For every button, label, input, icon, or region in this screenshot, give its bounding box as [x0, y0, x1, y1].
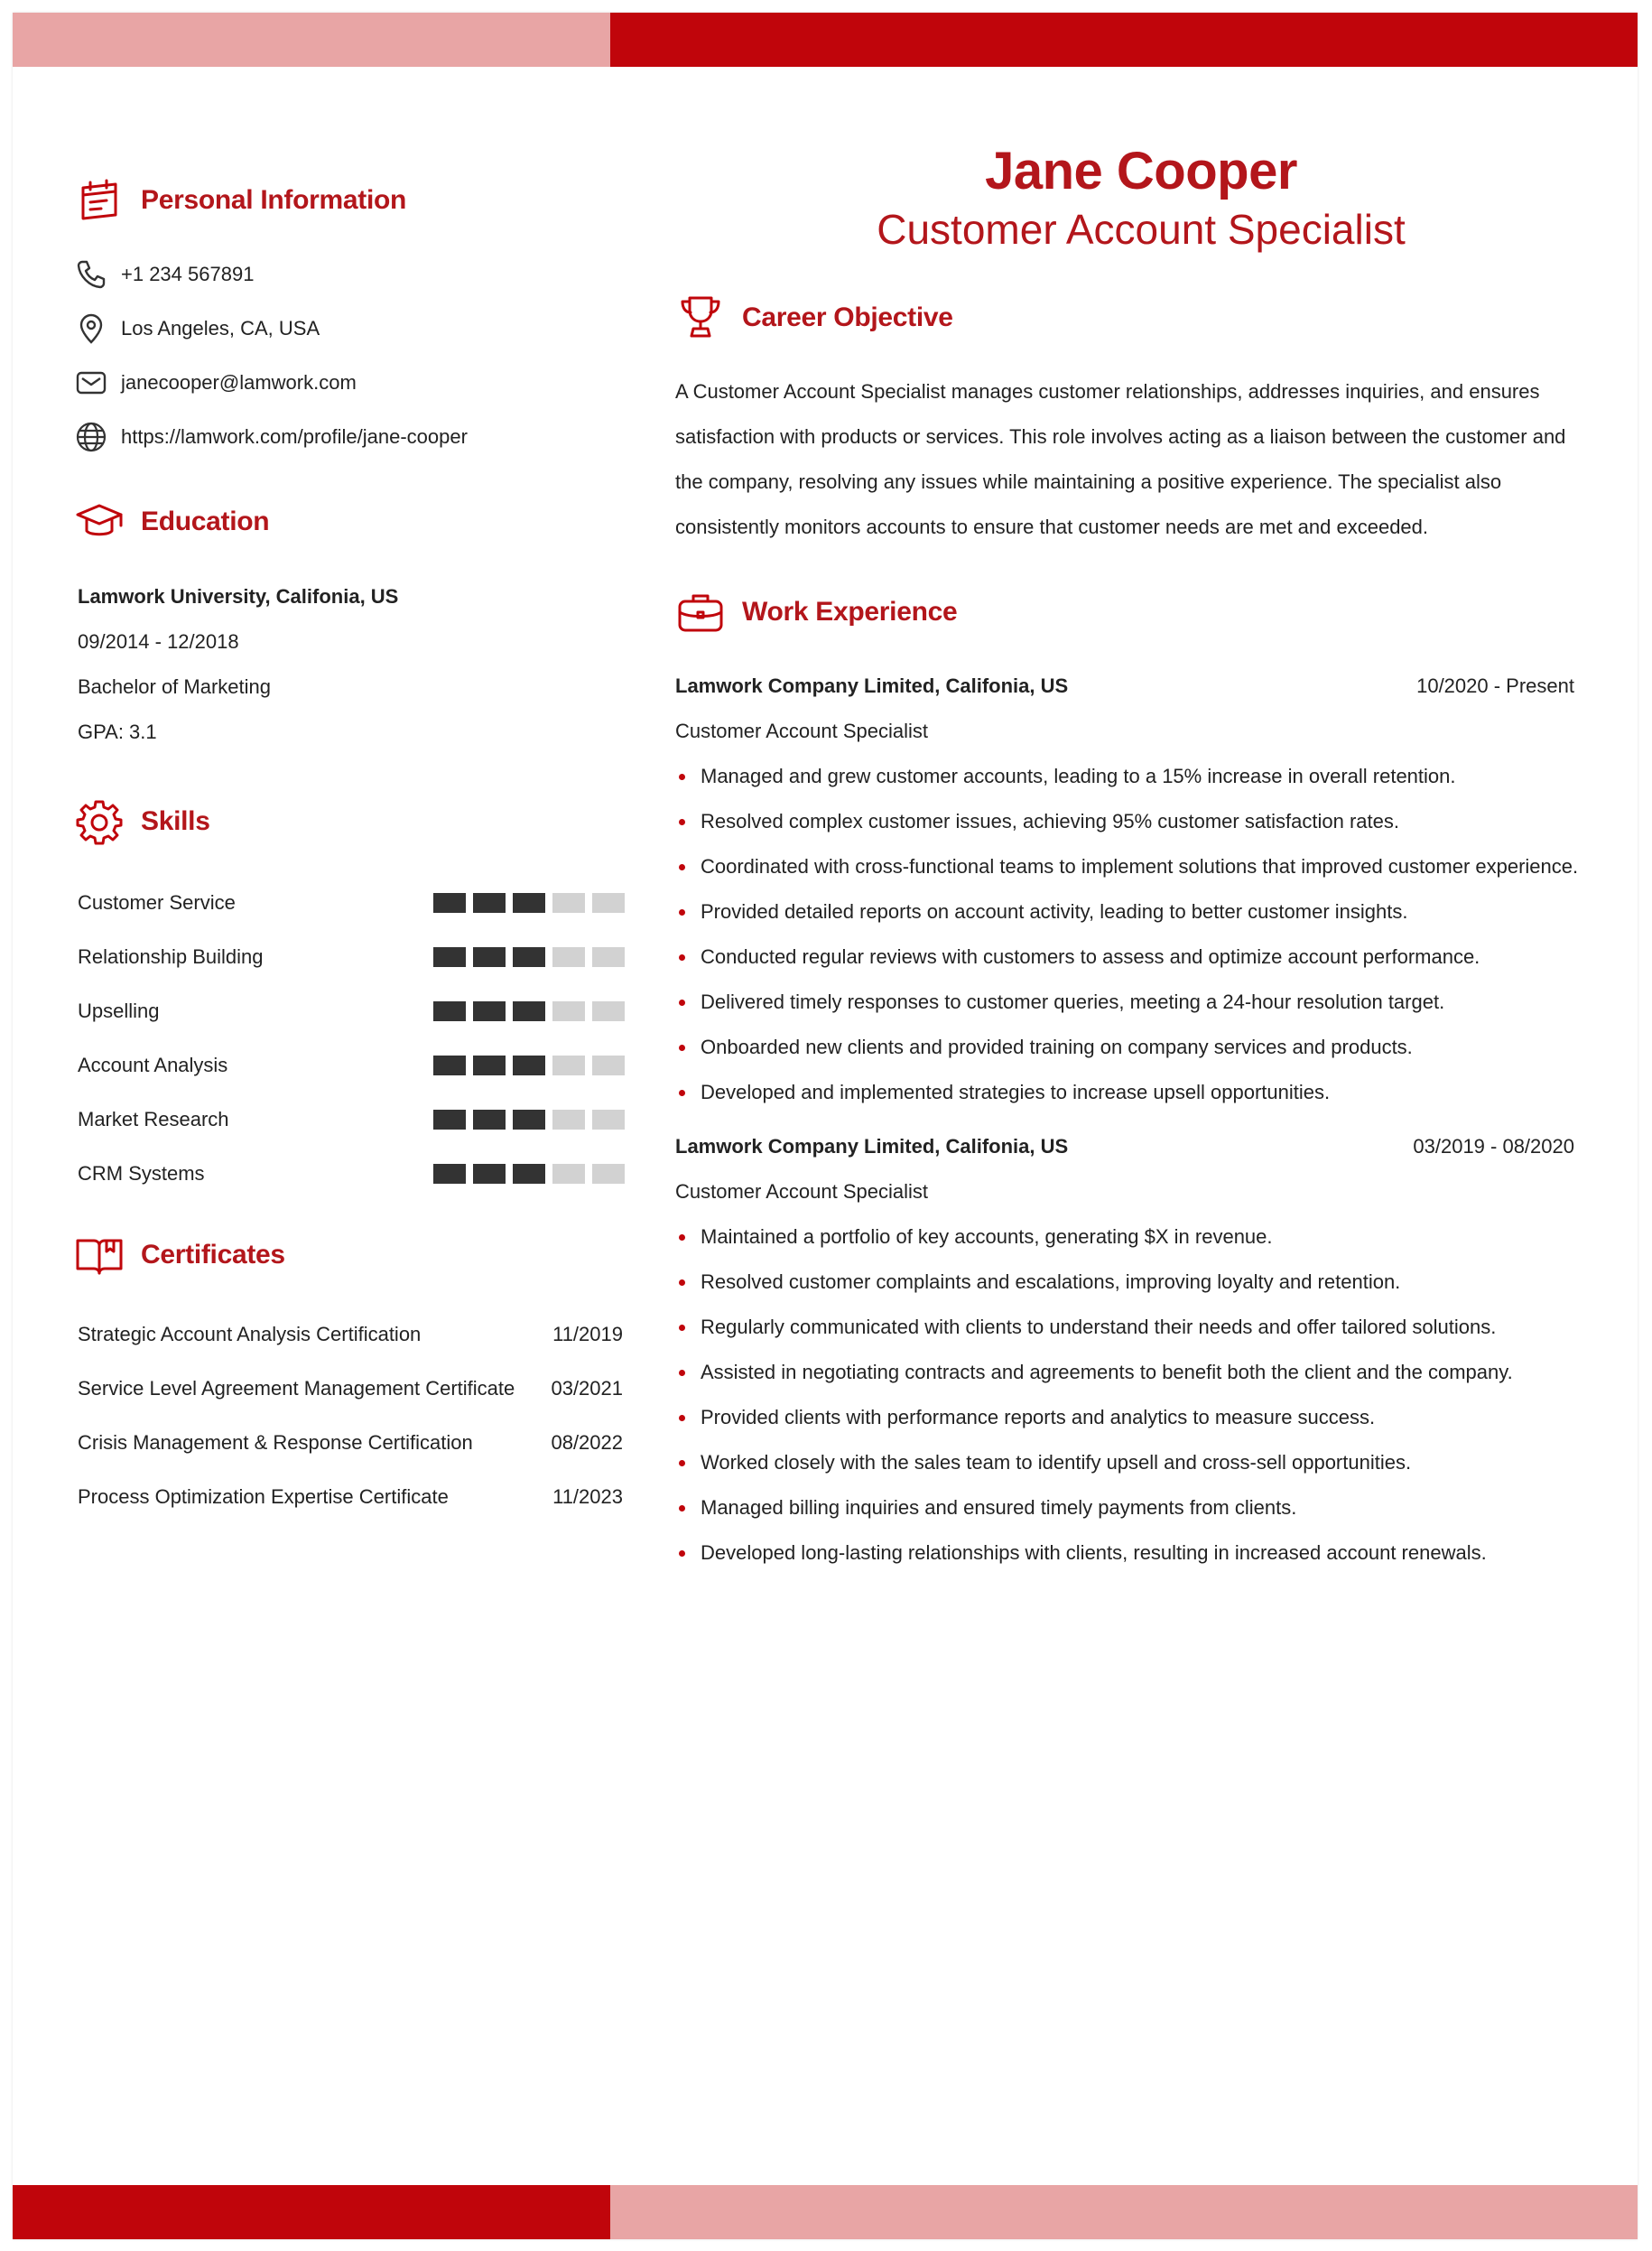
education-gpa: GPA: 3.1	[78, 721, 157, 743]
skill-level-filled	[433, 1110, 466, 1130]
job-bullet: Resolved complex customer issues, achieving 95% customer satisfaction rates.	[675, 799, 1614, 844]
job-bullet: Managed billing inquiries and ensured timely payments from clients.	[675, 1485, 1614, 1530]
skill-level-empty	[592, 1001, 625, 1021]
job-bullet: Maintained a portfolio of key accounts, generating $X in revenue.	[675, 1214, 1614, 1260]
certificate-row	[78, 1431, 623, 1455]
education-school: Lamwork University, Califonia, US	[78, 585, 399, 608]
skill-name: Account Analysis	[78, 1054, 228, 1076]
job-dates: 03/2019 - 08/2020	[1413, 1135, 1574, 1158]
certificate-name: Process Optimization Expertise Certificate	[78, 1485, 449, 1508]
job-bullet: Provided detailed reports on account activity, leading to better customer insights.	[675, 889, 1614, 935]
objective-line: the company, resolving any issues while maintaining a positive experience. The specialist also	[675, 470, 1502, 493]
job-bullet: Resolved customer complaints and escalations, improving loyalty and retention.	[675, 1260, 1614, 1305]
job-bullet: Conducted regular reviews with customers to assess and optimize account performance.	[675, 935, 1614, 980]
education-degree: Bachelor of Marketing	[78, 675, 271, 698]
objective-line: satisfaction with products or services. This role involves acting as a liaison between the customer and	[675, 425, 1566, 448]
phone-text: +1 234 567891	[121, 263, 255, 285]
skill-level-meter	[433, 1164, 625, 1184]
briefcase-icon	[675, 587, 726, 637]
skill-level-empty	[592, 893, 625, 913]
skill-level-empty	[552, 1001, 585, 1021]
certificate-date: 03/2021	[551, 1377, 623, 1400]
job-bullet: Onboarded new clients and provided training on company services and products.	[675, 1025, 1614, 1070]
contact-phone	[74, 256, 254, 293]
skill-level-meter	[433, 947, 625, 967]
skills-title: Skills	[141, 806, 210, 836]
certificate-name: Crisis Management & Response Certification	[78, 1431, 473, 1454]
skill-level-filled	[513, 1164, 545, 1184]
skill-name: CRM Systems	[78, 1162, 205, 1185]
job-bullet: Developed and implemented strategies to increase upsell opportunities.	[675, 1070, 1614, 1115]
job-bullets	[675, 1214, 1614, 1576]
job-bullet: Developed long-lasting relationships with clients, resulting in increased account renewals.	[675, 1530, 1614, 1576]
certificates-title: Certificates	[141, 1240, 285, 1270]
skill-level-empty	[552, 893, 585, 913]
skill-level-filled	[513, 1056, 545, 1075]
certificates-heading	[74, 1230, 285, 1280]
education-dates: 09/2014 - 12/2018	[78, 630, 239, 653]
graduation-cap-icon	[74, 497, 125, 547]
certificate-name: Strategic Account Analysis Certification	[78, 1323, 422, 1345]
email-icon	[74, 366, 108, 400]
skill-row	[78, 998, 625, 1025]
skill-level-filled	[433, 1001, 466, 1021]
skill-name: Upselling	[78, 1000, 160, 1022]
job-company: Lamwork Company Limited, Califonia, US	[675, 1135, 1069, 1158]
skill-level-filled	[513, 1001, 545, 1021]
skill-level-empty	[592, 1164, 625, 1184]
candidate-name: Jane Cooper	[985, 142, 1297, 200]
skill-row	[78, 1106, 625, 1133]
contact-email	[74, 365, 357, 401]
certificate-row	[78, 1323, 623, 1346]
objective-line: consistently monitors accounts to ensure that customer needs are met and exceeded.	[675, 516, 1429, 538]
calendar-icon	[74, 175, 125, 226]
skill-level-filled	[513, 1110, 545, 1130]
top-left-accent-bar	[13, 13, 610, 67]
job-bullet: Assisted in negotiating contracts and agreements to benefit both the client and the company.	[675, 1350, 1614, 1395]
skill-name: Relationship Building	[78, 945, 264, 968]
globe-icon	[74, 420, 108, 454]
certificate-row	[78, 1377, 623, 1400]
career-objective-text	[675, 369, 1587, 550]
job-bullet: Coordinated with cross-functional teams to implement solutions that improved customer experience.	[675, 844, 1614, 889]
skill-name: Market Research	[78, 1108, 229, 1130]
skill-row	[78, 944, 625, 971]
bottom-right-accent-bar	[610, 2185, 1638, 2239]
skill-name: Customer Service	[78, 891, 236, 914]
location-text: Los Angeles, CA, USA	[121, 317, 320, 340]
skill-level-filled	[473, 1164, 506, 1184]
job-company: Lamwork Company Limited, Califonia, US	[675, 674, 1069, 697]
skill-level-filled	[513, 947, 545, 967]
location-pin-icon	[74, 312, 108, 346]
skill-row	[78, 1160, 625, 1187]
skill-level-filled	[433, 1164, 466, 1184]
skill-level-meter	[433, 1056, 625, 1075]
education-title: Education	[141, 507, 270, 536]
job-header	[675, 1135, 1574, 1158]
skill-level-filled	[473, 893, 506, 913]
book-icon	[74, 1230, 125, 1280]
certificate-row	[78, 1485, 623, 1509]
skill-level-filled	[473, 1056, 506, 1075]
job-bullet: Regularly communicated with clients to understand their needs and offer tailored solutions.	[675, 1305, 1614, 1350]
job-bullet: Managed and grew customer accounts, leading to a 15% increase in overall retention.	[675, 754, 1614, 799]
phone-icon	[74, 257, 108, 292]
skill-level-empty	[552, 1110, 585, 1130]
skill-row	[78, 889, 625, 916]
skill-level-filled	[433, 893, 466, 913]
skill-level-empty	[552, 1056, 585, 1075]
certificate-date: 08/2022	[551, 1431, 623, 1454]
skill-level-filled	[473, 1001, 506, 1021]
skill-row	[78, 1052, 625, 1079]
skill-level-empty	[552, 1164, 585, 1184]
email-text[interactable]: janecooper@lamwork.com	[121, 371, 357, 394]
gear-icon	[74, 796, 125, 847]
certificate-date: 11/2023	[552, 1485, 623, 1508]
job-dates: 10/2020 - Present	[1416, 674, 1574, 697]
work-experience-heading	[675, 587, 957, 637]
job-bullet: Worked closely with the sales team to identify upsell and cross-sell opportunities.	[675, 1440, 1614, 1485]
career-objective-title: Career Objective	[742, 302, 953, 332]
contact-website	[74, 419, 468, 455]
skill-level-empty	[592, 1056, 625, 1075]
skills-heading	[74, 796, 210, 847]
personal-info-title: Personal Information	[141, 185, 407, 215]
certificate-name: Service Level Agreement Management Certificate	[78, 1377, 515, 1400]
skill-level-empty	[592, 1110, 625, 1130]
job-bullet: Delivered timely responses to customer queries, meeting a 24-hour resolution target.	[675, 980, 1614, 1025]
personal-info-heading	[74, 175, 406, 226]
candidate-role: Customer Account Specialist	[877, 206, 1406, 253]
job-role: Customer Account Specialist	[675, 1180, 929, 1203]
website-link[interactable]: https://lamwork.com/profile/jane-cooper	[121, 425, 468, 448]
skill-level-empty	[592, 947, 625, 967]
job-bullet: Provided clients with performance reports and analytics to measure success.	[675, 1395, 1614, 1440]
skill-level-meter	[433, 1110, 625, 1130]
job-bullets	[675, 754, 1614, 1115]
bottom-left-accent-bar	[13, 2185, 610, 2239]
work-experience-title: Work Experience	[742, 597, 958, 627]
skill-level-filled	[473, 1110, 506, 1130]
trophy-icon	[675, 293, 726, 343]
skill-level-meter	[433, 893, 625, 913]
skill-level-filled	[473, 947, 506, 967]
job-header	[675, 674, 1574, 698]
certificate-date: 11/2019	[552, 1323, 623, 1345]
skill-level-filled	[433, 1056, 466, 1075]
skill-level-filled	[433, 947, 466, 967]
top-right-accent-bar	[610, 13, 1638, 67]
skill-level-empty	[552, 947, 585, 967]
resume-page	[13, 13, 1638, 2239]
education-heading	[74, 497, 269, 547]
skill-level-meter	[433, 1001, 625, 1021]
career-objective-heading	[675, 293, 953, 343]
job-role: Customer Account Specialist	[675, 720, 929, 742]
skill-level-filled	[513, 893, 545, 913]
contact-location	[74, 311, 320, 347]
objective-line: A Customer Account Specialist manages customer relationships, addresses inquiries, and ensures	[675, 380, 1540, 403]
